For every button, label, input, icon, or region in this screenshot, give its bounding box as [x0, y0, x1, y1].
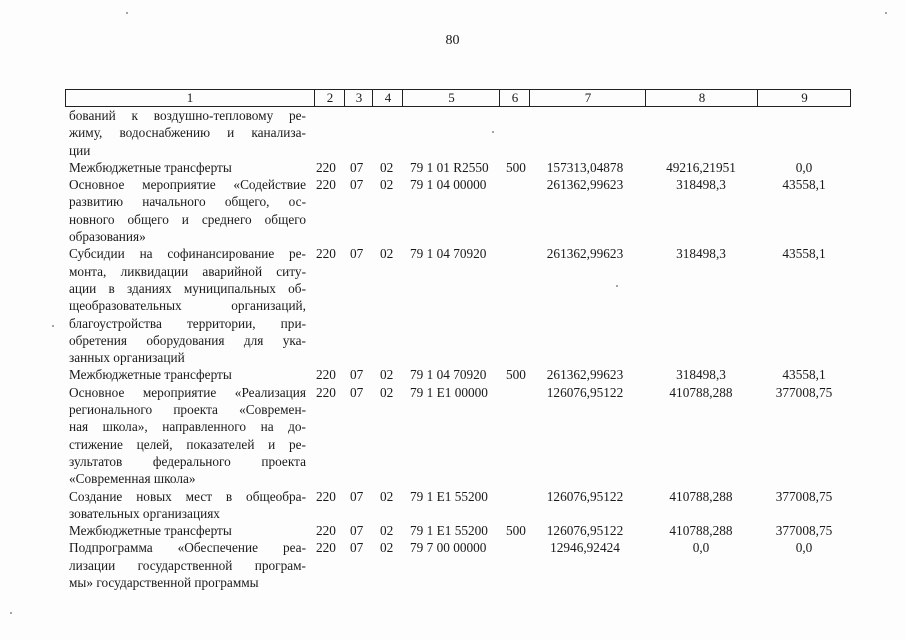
cell-c9: 0,0 — [795, 540, 813, 556]
cell-c5: 79 1 E1 55200 — [410, 488, 488, 504]
cell-c9: 377008,75 — [775, 384, 833, 400]
cell-c4: 02 — [380, 367, 394, 383]
row-description — [69, 107, 306, 159]
description-line: ации в зданиях муниципальных об- — [69, 280, 306, 296]
cell-c4: 02 — [380, 523, 394, 539]
header-col-3: 3 — [344, 90, 373, 106]
description-line: новного общего и среднего общего — [69, 211, 306, 227]
description-line: мы» государственной программы — [69, 575, 259, 591]
cell-c5: 79 1 04 70920 — [410, 367, 487, 383]
description-line: Субсидии на софинансирование ре- — [69, 246, 306, 262]
header-col-9: 9 — [757, 90, 851, 106]
cell-c3: 07 — [350, 488, 364, 504]
table-row — [0, 539, 905, 591]
page-number: 80 — [445, 33, 460, 48]
cell-c3: 07 — [350, 384, 364, 400]
cell-c8: 318498,3 — [676, 246, 726, 262]
cell-c7: 261362,99623 — [546, 246, 624, 262]
row-description — [69, 384, 306, 488]
row-description — [69, 159, 306, 176]
row-description — [69, 488, 306, 523]
cell-c8: 0,0 — [692, 540, 710, 556]
cell-c6: 500 — [506, 367, 526, 383]
description-line: Подпрограмма «Обеспечение реа- — [69, 540, 306, 556]
cell-c7: 12946,92424 — [550, 540, 620, 556]
cell-c4: 02 — [380, 159, 394, 175]
header-col-1: 1 — [186, 90, 194, 105]
cell-c7: 126076,95122 — [546, 488, 624, 504]
header-col-6: 6 — [499, 90, 530, 106]
cell-c6: 500 — [506, 159, 526, 175]
cell-c8: 318498,3 — [676, 367, 726, 383]
description-line: зультатов федерального проекта — [69, 453, 306, 469]
cell-c2: 220 — [316, 488, 336, 504]
table-row — [0, 384, 905, 488]
cell-c3: 07 — [350, 540, 364, 556]
cell-c3: 07 — [350, 159, 364, 175]
cell-c7: 261362,99623 — [546, 177, 624, 193]
description-line: жиму, водоснабжению и канализа- — [69, 125, 306, 141]
description-line: обретения оборудования для ука- — [69, 332, 306, 348]
cell-c7: 157313,04878 — [546, 159, 624, 175]
description-line: развитию начального общего, ос- — [69, 194, 306, 210]
cell-c2: 220 — [316, 177, 336, 193]
table-row — [0, 488, 905, 523]
cell-c2: 220 — [316, 384, 336, 400]
cell-c9: 43558,1 — [782, 246, 826, 262]
row-description — [69, 176, 306, 245]
cell-c2: 220 — [316, 159, 336, 175]
cell-c8: 410788,288 — [669, 488, 733, 504]
description-line: стижение целей, показателей и ре- — [69, 436, 306, 452]
description-line: щеобразовательных организаций, — [69, 298, 306, 314]
cell-c7: 126076,95122 — [546, 384, 624, 400]
row-description — [69, 366, 306, 383]
table-header — [65, 89, 851, 107]
description-line: «Современная школа» — [69, 471, 196, 487]
description-line: Межбюджетные трансферты — [69, 523, 232, 539]
cell-c5: 79 7 00 00000 — [410, 540, 487, 556]
cell-c9: 43558,1 — [782, 177, 826, 193]
description-line: занных организаций — [69, 350, 185, 366]
cell-c2: 220 — [316, 540, 336, 556]
header-col-5: 5 — [402, 90, 500, 106]
table-row — [0, 176, 905, 245]
header-col-2: 2 — [314, 90, 345, 106]
row-description — [69, 245, 306, 366]
cell-c9: 43558,1 — [782, 367, 826, 383]
cell-c2: 220 — [316, 523, 336, 539]
cell-c8: 410788,288 — [669, 384, 733, 400]
table-row — [0, 522, 905, 539]
cell-c8: 49216,21951 — [666, 159, 736, 175]
cell-c2: 220 — [316, 367, 336, 383]
description-line: благоустройства территории, при- — [69, 315, 306, 331]
table-body — [0, 107, 905, 591]
cell-c8: 410788,288 — [669, 523, 733, 539]
cell-c3: 07 — [350, 177, 364, 193]
cell-c4: 02 — [380, 246, 394, 262]
cell-c3: 07 — [350, 246, 364, 262]
description-line: монта, ликвидации аварийной ситу- — [69, 263, 306, 279]
description-line: Создание новых мест в общеобра- — [69, 488, 306, 504]
description-line: Основное мероприятие «Реализация — [69, 384, 306, 400]
cell-c4: 02 — [380, 488, 394, 504]
cell-c4: 02 — [380, 177, 394, 193]
cell-c3: 07 — [350, 523, 364, 539]
cell-c3: 07 — [350, 367, 364, 383]
cell-c5: 79 1 E1 55200 — [410, 523, 488, 539]
description-line: зовательных организациях — [69, 505, 220, 521]
cell-c5: 79 1 04 00000 — [410, 177, 487, 193]
description-line: бований к воздушно-тепловому ре- — [69, 108, 306, 123]
cell-c6: 500 — [506, 523, 526, 539]
row-description — [69, 522, 306, 539]
description-line: регионального проекта «Современ- — [69, 402, 306, 418]
table-row — [0, 366, 905, 383]
table-row — [0, 245, 905, 366]
description-line: образования» — [69, 229, 146, 245]
header-col-8: 8 — [645, 90, 758, 106]
description-line: ная школа», направленного на до- — [69, 419, 306, 435]
cell-c9: 377008,75 — [775, 523, 833, 539]
table-row — [0, 107, 905, 159]
cell-c7: 261362,99623 — [546, 367, 624, 383]
cell-c5: 79 1 E1 00000 — [410, 384, 488, 400]
row-description — [69, 539, 306, 591]
description-line: Межбюджетные трансферты — [69, 159, 232, 175]
cell-c4: 02 — [380, 384, 394, 400]
cell-c9: 0,0 — [795, 159, 813, 175]
header-col-4: 4 — [372, 90, 403, 106]
description-line: ции — [69, 142, 91, 158]
cell-c8: 318498,3 — [676, 177, 726, 193]
description-line: Основное мероприятие «Содействие — [69, 177, 306, 193]
table-row — [0, 159, 905, 176]
cell-c9: 377008,75 — [775, 488, 833, 504]
description-line: Межбюджетные трансферты — [69, 367, 232, 383]
cell-c5: 79 1 01 R2550 — [410, 159, 489, 175]
cell-c4: 02 — [380, 540, 394, 556]
header-col-7: 7 — [529, 90, 646, 106]
cell-c2: 220 — [316, 246, 336, 262]
cell-c5: 79 1 04 70920 — [410, 246, 487, 262]
description-line: лизации государственной програм- — [69, 557, 306, 573]
cell-c7: 126076,95122 — [546, 523, 624, 539]
